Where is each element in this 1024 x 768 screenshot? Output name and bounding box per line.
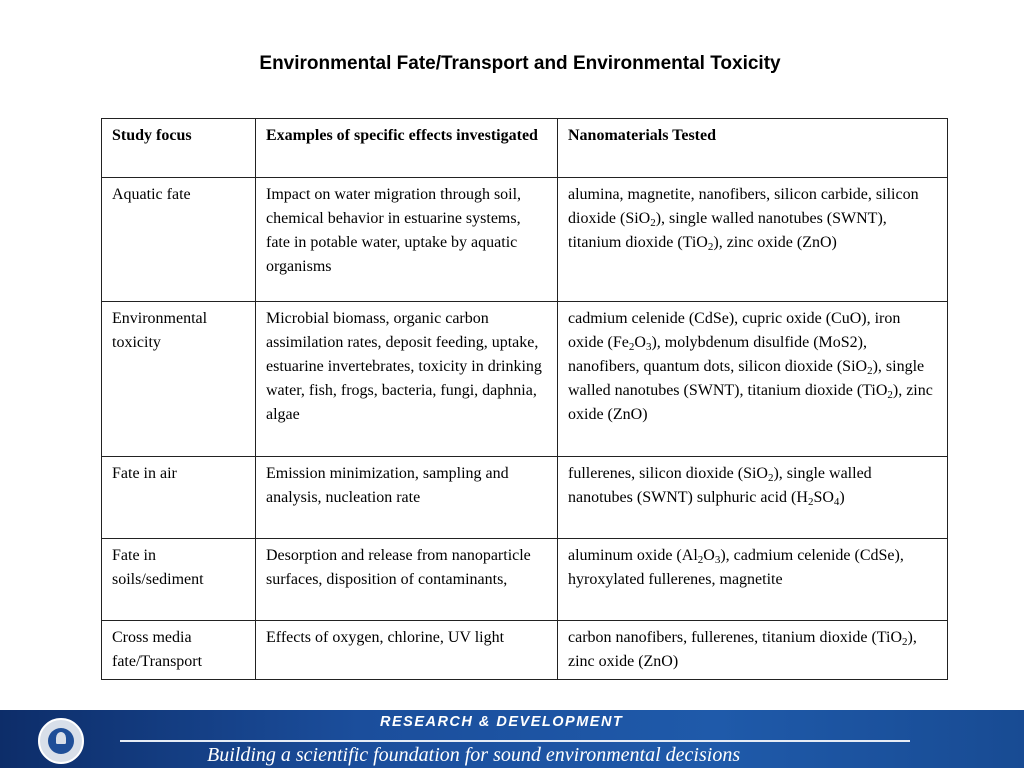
cell-effects: Desorption and release from nanoparticle surfaces, disposition of contaminants, xyxy=(256,539,558,621)
cell-effects: Microbial biomass, organic carbon assimilation rates, deposit feeding, uptake, estuarine invertebrates, toxicity in drinking water, fish, frogs, bacteria, fungi, daphnia, algae xyxy=(256,302,558,457)
cell-study-focus: Aquatic fate xyxy=(102,178,256,302)
cell-study-focus: Fate in air xyxy=(102,457,256,539)
table-row xyxy=(102,539,948,621)
nanomaterials-table xyxy=(101,118,948,680)
cell-materials: carbon nanofibers, fullerenes, titanium dioxide (TiO$_2$), zinc oxide (ZnO) xyxy=(558,621,948,680)
header-effects: Examples of specific effects investigated xyxy=(256,119,558,178)
cell-effects: Impact on water migration through soil, chemical behavior in estuarine systems, fate in potable water, uptake by aquatic organisms xyxy=(256,178,558,302)
footer-heading: RESEARCH & DEVELOPMENT xyxy=(380,714,624,730)
table-row xyxy=(102,621,948,680)
table-header-row xyxy=(102,119,948,178)
cell-effects: Emission minimization, sampling and analysis, nucleation rate xyxy=(256,457,558,539)
cell-study-focus: Fate in soils/sediment xyxy=(102,539,256,621)
cell-study-focus: Environmental toxicity xyxy=(102,302,256,457)
table-row xyxy=(102,302,948,457)
table-row xyxy=(102,457,948,539)
header-nanomaterials: Nanomaterials Tested xyxy=(558,119,948,178)
table-row xyxy=(102,178,948,302)
cell-effects: Effects of oxygen, chlorine, UV light xyxy=(256,621,558,680)
cell-materials: cadmium celenide (CdSe), cupric oxide (CuO), iron oxide $(Fe_2O_3)$, molybdenum disulfide (MoS2), nanofibers, quantum dots, silicon dioxide (SiO$_2$), single walled nanotubes (SWNT), titanium dioxide (TiO$_2$), zinc oxide (ZnO) xyxy=(558,302,948,457)
cell-materials: fullerenes, silicon dioxide (SiO$_2$), single walled nanotubes (SWNT) sulphuric acid $(H_2SO_4)$ xyxy=(558,457,948,539)
cell-materials: aluminum oxide $(Al_2O_3)$, cadmium celenide (CdSe), hyroxylated fullerenes, magnetite xyxy=(558,539,948,621)
slide-title: Environmental Fate/Transport and Environmental Toxicity xyxy=(259,53,781,74)
footer-banner xyxy=(0,710,1024,768)
epa-seal-icon xyxy=(38,718,84,764)
cell-materials: alumina, magnetite, nanofibers, silicon carbide, silicon dioxide (SiO$_2$), single walled nanotubes (SWNT), titanium dioxide (TiO$_2$), zinc oxide (ZnO) xyxy=(558,178,948,302)
footer-divider xyxy=(120,740,910,742)
cell-study-focus: Cross media fate/Transport xyxy=(102,621,256,680)
footer-tagline: Building a scientific foundation for sound environmental decisions xyxy=(207,744,741,766)
header-study-focus: Study focus xyxy=(102,119,256,178)
